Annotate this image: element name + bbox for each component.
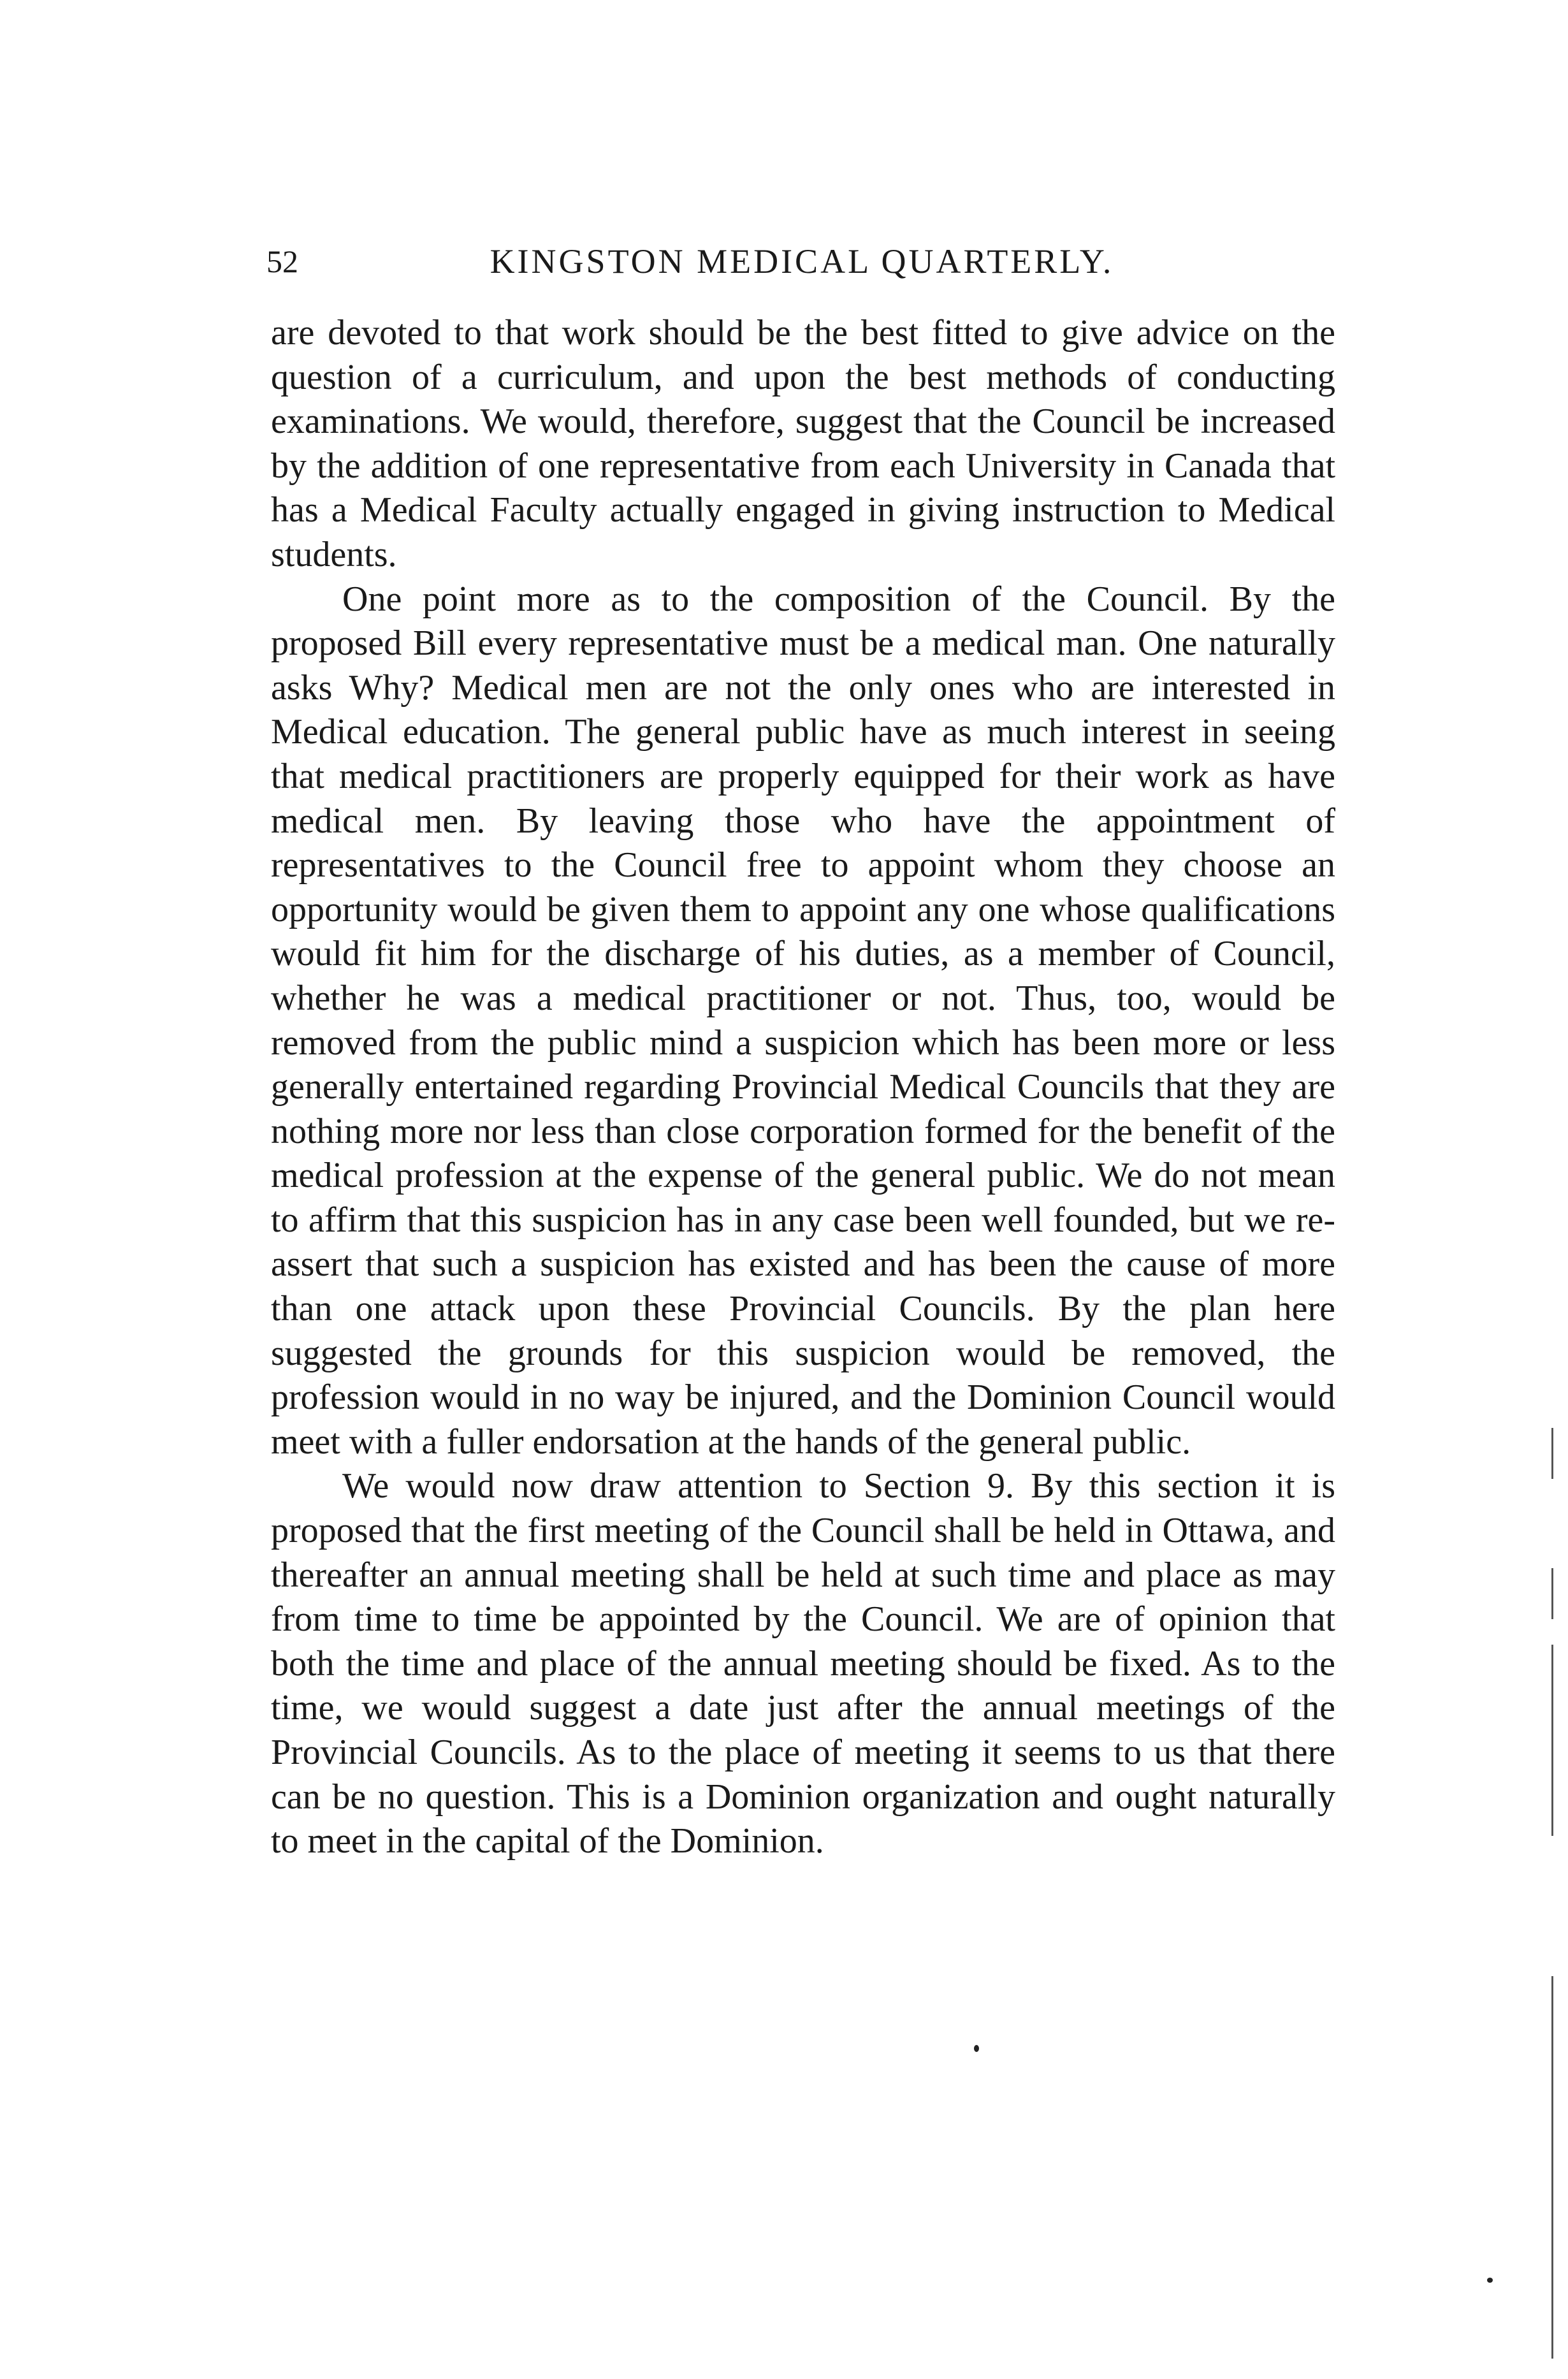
paragraph-2: One point more as to the composition of the Council. By the proposed Bill every representative must be a medical man. One naturally asks Why? Medical men are not the only ones who are interested in Medical education. The general public have as much interest in seeing that medical practitioners are properly equipped for their work as have medical men. By leaving those who have the appointment of representatives to the Council free to appoint whom they choose an opportunity would be given them to appoint any one whose qualifications would fit him for the discharge of his duties, as a member of Council, whether he was a medical practitioner or not. Thus, too, would be removed from the public mind a suspicion which has been more or less generally entertained regarding Provincial Medical Councils that they are nothing more nor less than close corporation formed for the benefit of the medical profession at the expense of the general public. We do not mean to affirm that this suspicion has in any case been well founded, but we re-assert that such a suspicion has existed and has been the cause of more than one attack upon these Provincial Councils. By the plan here suggested the grounds for this suspicion would be removed, the profession would in no way be injured, and the Dominion Council would meet with a fuller endorsation at the hands of the general public.	[271, 579, 1335, 1462]
scan-edge-mark	[1551, 1568, 1553, 1619]
scan-edge-mark	[1551, 1428, 1553, 1479]
running-title: KINGSTON MEDICAL QUARTERLY.	[490, 242, 1114, 280]
article-body	[271, 311, 1335, 1864]
ink-speck	[974, 2045, 979, 2052]
ink-speck	[1487, 2278, 1493, 2283]
paragraph-3: We would now draw attention to Section 9. By this section it is proposed that the first meeting of the Council shall be held in Ottawa, and thereafter an annual meeting shall be held at such time and place as may from time to time be appointed by the Council. We are of opinion that both the time and place of the annual meeting should be fixed. As to the time, we would suggest a date just after the annual meetings of the Provincial Councils. As to the place of meeting it seems to us that there can be no question. This is a Dominion organization and ought naturally to meet in the capital of the Dominion.	[271, 1466, 1335, 1861]
scan-edge-mark	[1551, 1645, 1553, 1836]
page-number: 52	[266, 244, 298, 279]
page-header	[266, 236, 1337, 287]
paragraph-1: are devoted to that work should be the best fitted to give advice on the question of a curriculum, and upon the best methods of conducting examinations. We would, therefore, suggest that the Council be increased by the addition of one representative from each University in Canada that has a Medical Faculty actually engaged in giving instruction to Medical students.	[271, 313, 1335, 574]
scan-edge-mark	[1551, 1976, 1553, 2359]
